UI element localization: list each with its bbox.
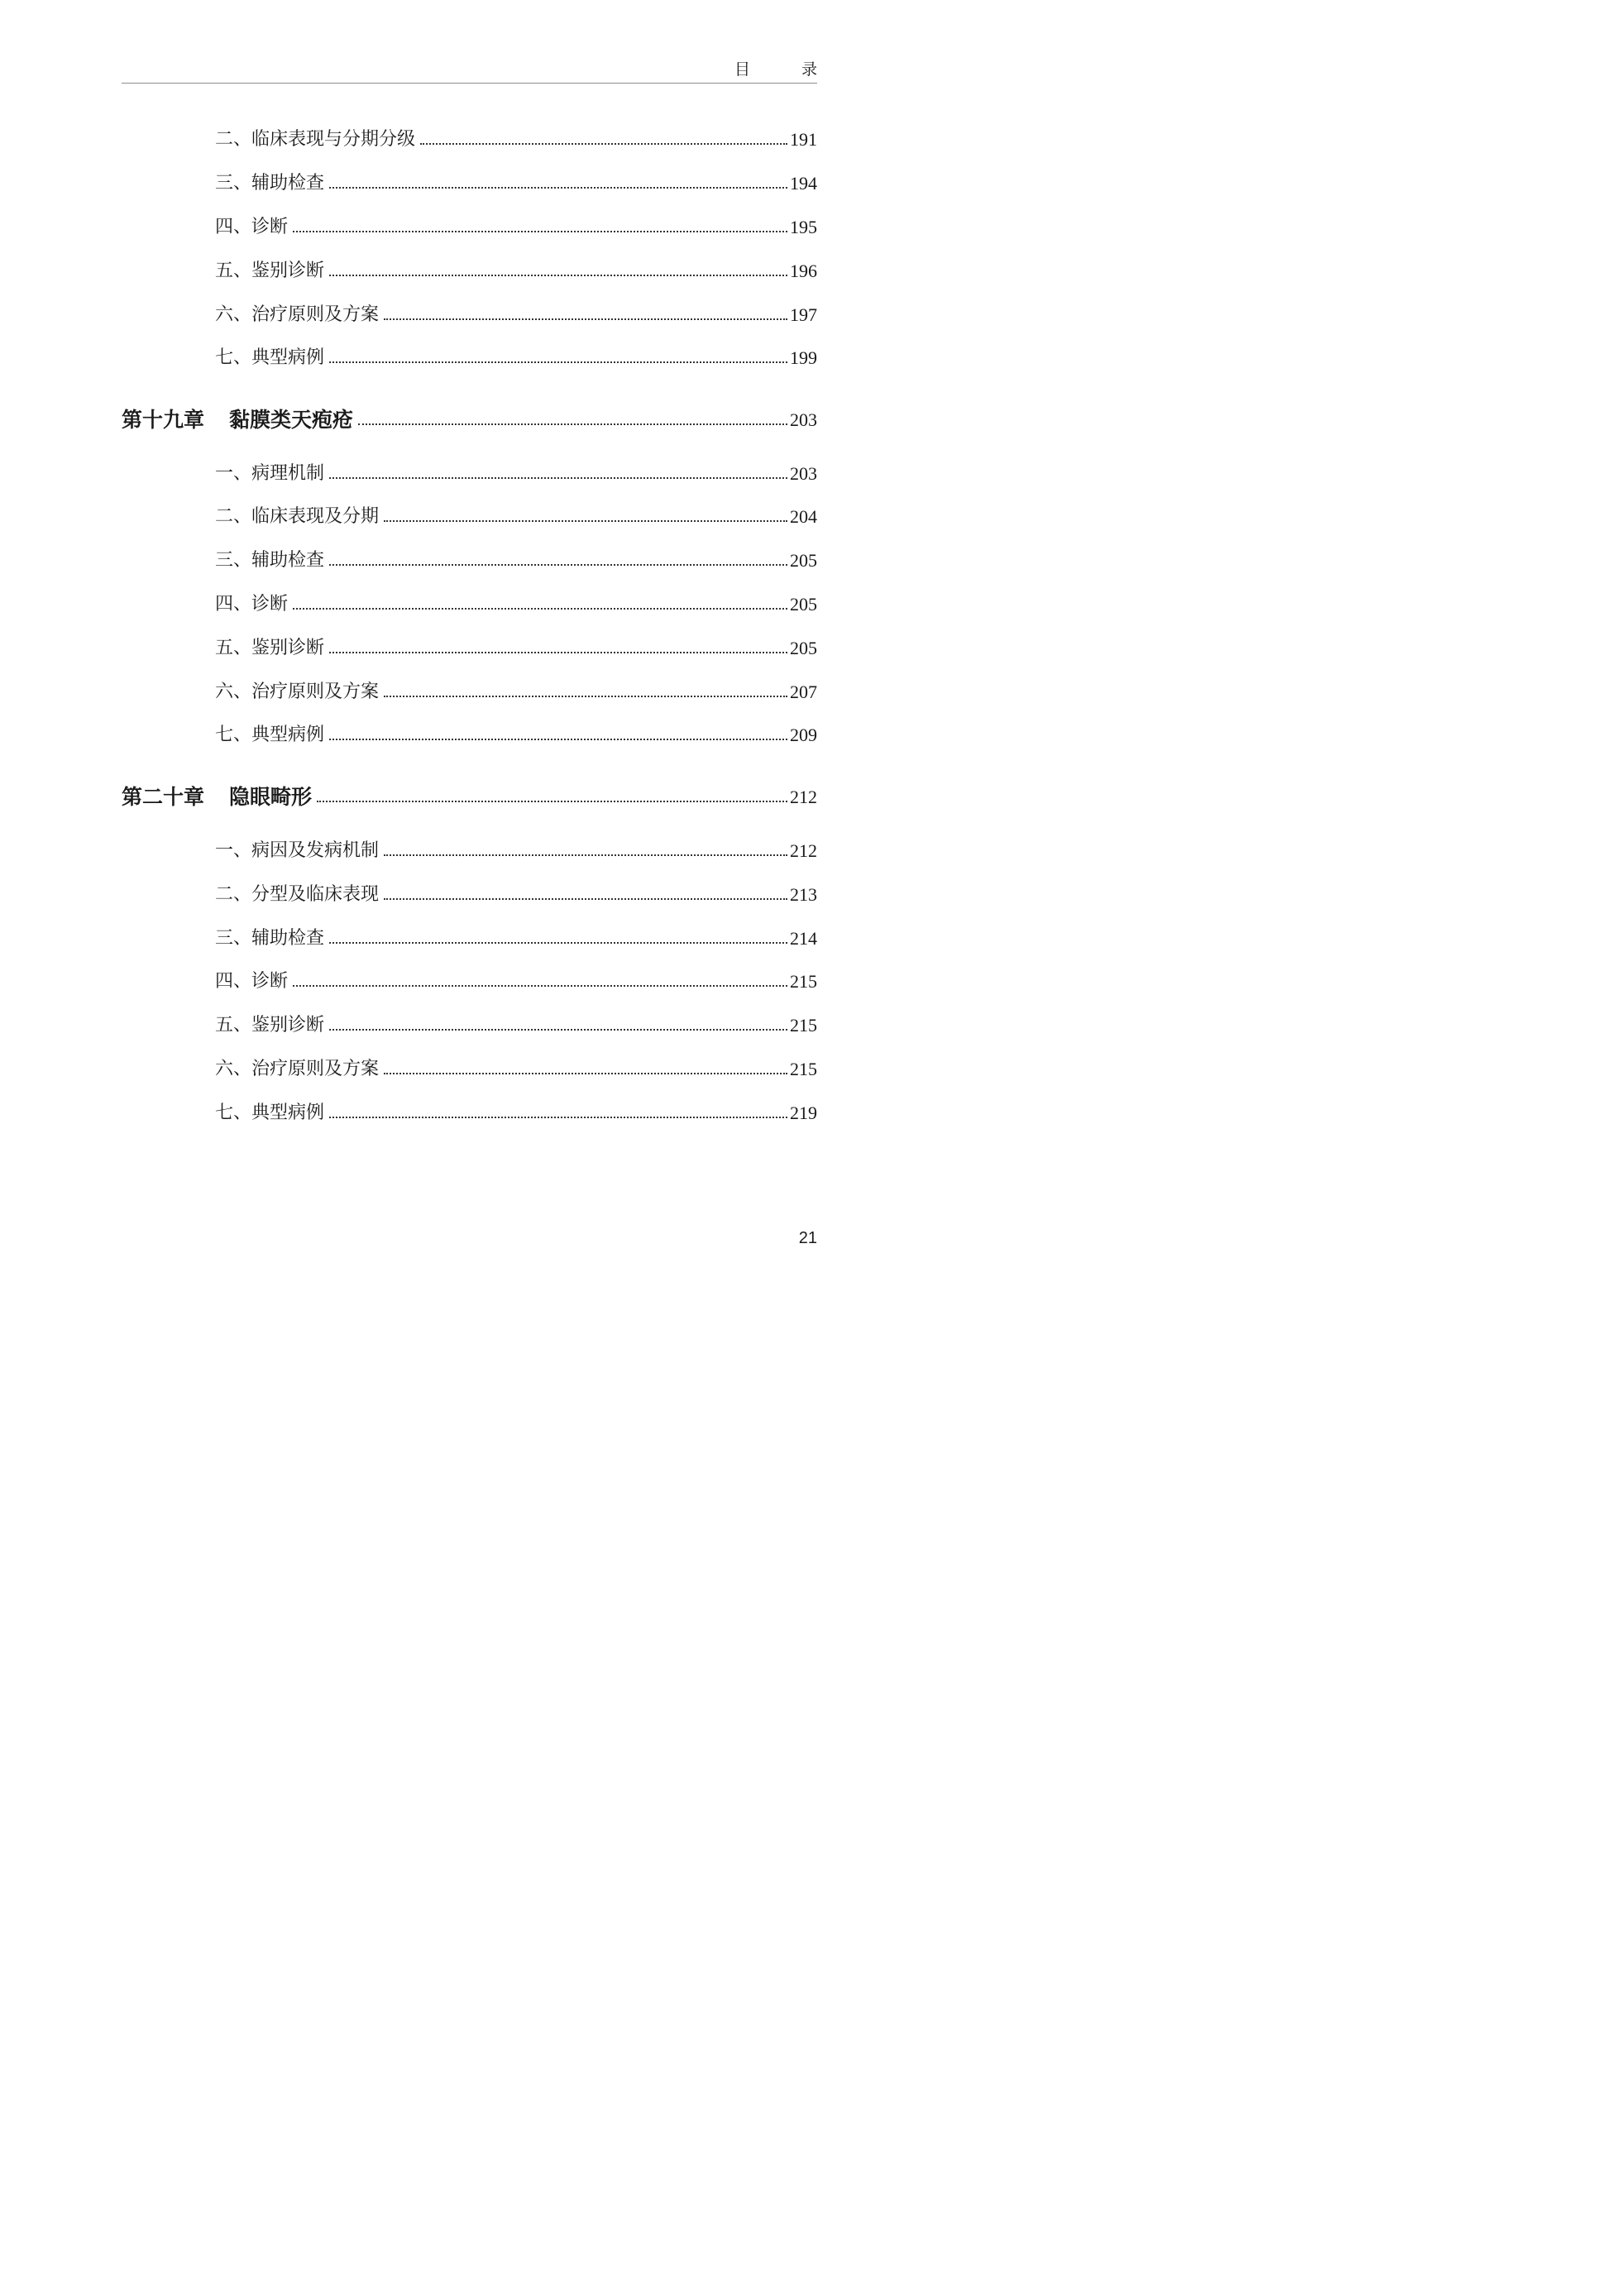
toc-chapter-name: 隐眼畸形	[229, 785, 313, 809]
toc-section-entry	[215, 1054, 817, 1082]
toc-entry-title: 一、病因及发病机制	[215, 840, 380, 861]
toc-dot-leader	[384, 1073, 787, 1074]
toc-chapter-name: 黏膜类天疱疮	[229, 408, 354, 432]
toc-page-number: 205	[790, 594, 817, 615]
toc-page-number: 212	[790, 787, 817, 807]
table-of-contents	[0, 0, 912, 1291]
toc-section-entry	[215, 1010, 817, 1038]
toc-chapter-number: 第二十章	[122, 785, 205, 809]
toc-entry-title: 五、鉴别诊断	[215, 261, 325, 281]
toc-section-entry	[215, 966, 817, 994]
toc-dot-leader	[329, 477, 787, 479]
toc-dot-leader	[358, 423, 787, 425]
toc-entry-title: 六、治疗原则及方案	[215, 682, 380, 702]
page-number: 21	[798, 1229, 817, 1247]
toc-entry-title: 六、治疗原则及方案	[215, 304, 380, 325]
toc-section-entry	[215, 879, 817, 907]
toc-entry-title: 四、诊断	[215, 594, 289, 615]
toc-dot-leader	[384, 854, 787, 856]
toc-entry-title: 四、诊断	[215, 217, 289, 237]
toc-entry-title: 三、辅助检查	[215, 173, 325, 194]
toc-page-number: 213	[790, 884, 817, 905]
toc-dot-leader	[317, 801, 787, 802]
running-head-title: 目 录	[734, 60, 840, 79]
toc-dot-leader	[329, 1029, 787, 1031]
toc-section-entry	[215, 212, 817, 240]
toc-page-number: 212	[790, 840, 817, 861]
toc-dot-leader	[329, 361, 787, 363]
toc-dot-leader	[329, 275, 787, 276]
toc-entry-title: 五、鉴别诊断	[215, 638, 325, 658]
toc-section-entry	[215, 677, 817, 705]
toc-page-number: 203	[790, 463, 817, 484]
toc-chapter-entry	[122, 404, 817, 433]
toc-dot-leader	[293, 231, 787, 232]
toc-section-entry	[215, 299, 817, 328]
toc-entry-title: 五、鉴别诊断	[215, 1015, 325, 1036]
toc-section-entry	[215, 501, 817, 529]
toc-section-entry	[215, 256, 817, 284]
toc-dot-leader	[293, 608, 787, 610]
toc-section-entry	[215, 923, 817, 951]
toc-section-entry	[215, 633, 817, 661]
toc-dot-leader	[420, 143, 787, 145]
toc-section-entry	[215, 545, 817, 573]
toc-page-number: 196	[790, 261, 817, 281]
toc-section-entry	[215, 124, 817, 152]
toc-entry-title: 三、辅助检查	[215, 928, 325, 949]
toc-page-number: 194	[790, 173, 817, 194]
toc-entry-title	[122, 785, 312, 810]
toc-dot-leader	[293, 985, 787, 987]
toc-section-entry	[215, 458, 817, 486]
toc-entry-title: 二、分型及临床表现	[215, 884, 380, 905]
toc-entry-title: 七、典型病例	[215, 1103, 325, 1123]
toc-page-number: 215	[790, 971, 817, 992]
toc-entry-title: 二、临床表现与分期分级	[215, 129, 416, 150]
toc-dot-leader	[329, 187, 787, 189]
toc-page-number: 191	[790, 129, 817, 150]
toc-dot-leader	[384, 318, 787, 320]
toc-section-entry	[215, 589, 817, 617]
toc-dot-leader	[384, 520, 787, 522]
toc-dot-leader	[329, 1117, 787, 1118]
toc-dot-leader	[384, 696, 787, 697]
toc-page-number: 203	[790, 409, 817, 430]
toc-section-entry	[215, 168, 817, 196]
toc-entry-title: 一、病理机制	[215, 463, 325, 484]
toc-dot-leader	[329, 652, 787, 653]
toc-page-number: 195	[790, 217, 817, 237]
toc-page-number: 214	[790, 928, 817, 949]
toc-dot-leader	[329, 739, 787, 740]
toc-page-number: 215	[790, 1059, 817, 1079]
toc-entry-title: 二、临床表现及分期	[215, 506, 380, 527]
toc-section-entry	[215, 835, 817, 863]
toc-page-number: 215	[790, 1015, 817, 1036]
toc-dot-leader	[329, 564, 787, 566]
toc-page-number: 205	[790, 638, 817, 658]
toc-dot-leader	[329, 942, 787, 944]
toc-section-entry	[215, 1098, 817, 1126]
toc-section-entry	[215, 720, 817, 748]
toc-page-number: 205	[790, 550, 817, 571]
toc-page-number: 197	[790, 304, 817, 325]
toc-entry-title: 七、典型病例	[215, 347, 325, 368]
toc-chapter-entry	[122, 782, 817, 810]
toc-section-entry	[215, 342, 817, 371]
toc-entry-title: 六、治疗原则及方案	[215, 1059, 380, 1079]
toc-page-number: 207	[790, 682, 817, 702]
toc-page-number: 204	[790, 506, 817, 527]
toc-entry-title	[122, 408, 353, 433]
toc-entry-title: 四、诊断	[215, 971, 289, 992]
toc-chapter-number: 第十九章	[122, 408, 205, 432]
toc-page-number: 209	[790, 725, 817, 745]
toc-page-number: 199	[790, 347, 817, 368]
toc-dot-leader	[384, 898, 787, 900]
toc-entry-title: 七、典型病例	[215, 725, 325, 745]
toc-entry-title: 三、辅助检查	[215, 550, 325, 571]
toc-page-number: 219	[790, 1103, 817, 1123]
